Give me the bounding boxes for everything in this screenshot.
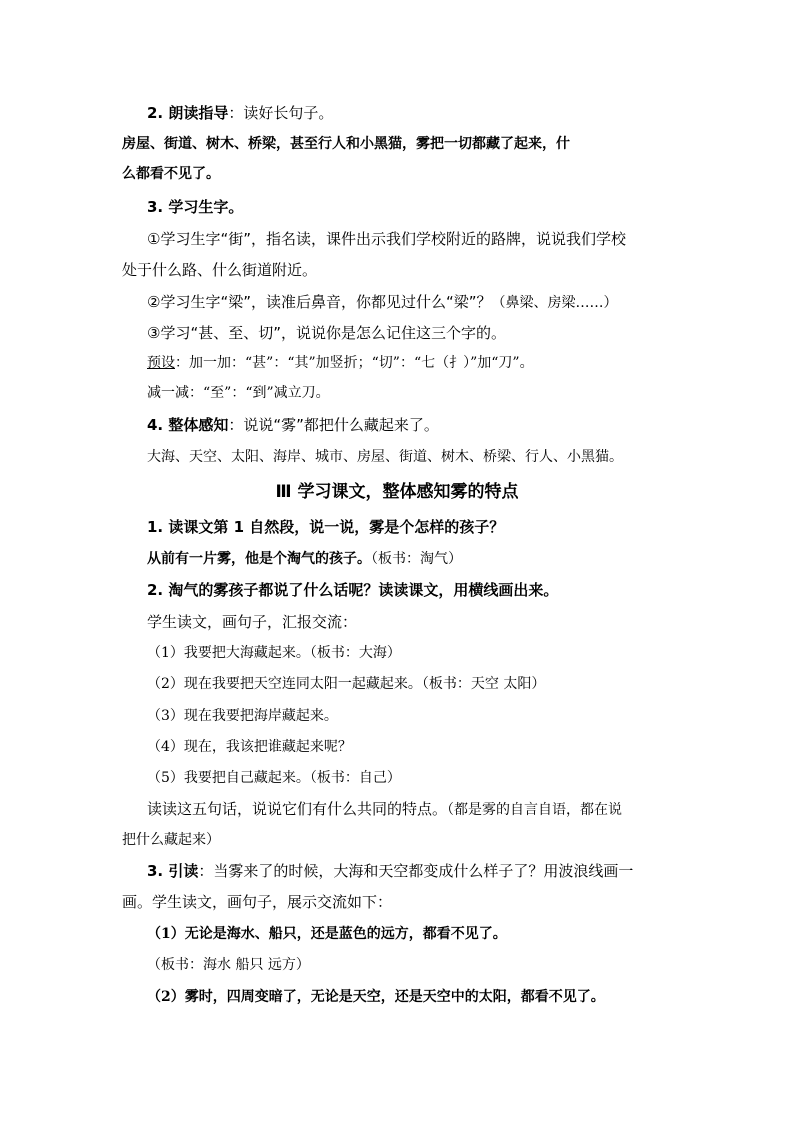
question-3-line2: 画。学生读文，画句子，展示交流如下： (122, 893, 393, 911)
sentence-item-5: （5）我要把自己藏起来。（板书：自己） (147, 770, 401, 786)
question-3-line1: 3. 引读：当雾来了的时候，大海和天空都变成什么样子了？用波浪线画一 (147, 862, 634, 880)
question-1: 1. 读课文第 1 自然段，说一说，雾是个怎样的孩子？ (147, 518, 505, 536)
overall-perception-title: 4. 整体感知：说说“雾”都把什么藏起来了。 (147, 416, 439, 434)
sentence-item-2: （2）现在我要把天空连同太阳一起藏起来。（板书：天空 太阳） (147, 676, 546, 692)
sentence-item-3: （3）现在我要把海岸藏起来。 (147, 708, 338, 724)
sentence-item-4: （4）现在，我该把谁藏起来呢？ (147, 739, 352, 755)
sentence-item-1: （1）我要把大海藏起来。（板书：大海） (147, 645, 401, 661)
answer-1: 从前有一片雾，他是个淘气的孩子。（板书：淘气） (147, 551, 462, 567)
response-2: （2）雾时，四周变暗了，无论是天空，还是天空中的太阳，都看不见了。 (147, 989, 605, 1005)
new-word-item1-line2: 处于什么路、什么街道附近。 (122, 261, 318, 279)
summary-line2: 把什么藏起来） (122, 832, 220, 848)
reading-quote-line2: 么都看不见了。 (122, 166, 220, 182)
new-word-item2: ②学习生字“梁”，读准后鼻音，你都见过什么“梁”？（鼻梁、房梁……） (147, 293, 618, 311)
question-2: 2. 淘气的雾孩子都说了什么话呢？读读课文，用横线画出来。 (147, 581, 559, 599)
overall-perception-answer: 大海、天空、太阳、海岸、城市、房屋、街道、树木、桥梁、行人、小黑猫。 (147, 449, 623, 465)
new-word-item1-line1: ①学习生字“街”，指名读，课件出示我们学校附近的路牌，说说我们学校 (147, 230, 626, 248)
new-words-title: 3. 学习生字。 (147, 198, 244, 216)
summary-line1: 读读这五句话，说说它们有什么共同的特点。（都是雾的自言自语，都在说 (147, 800, 623, 818)
response-1: （1）无论是海水、船只，还是蓝色的远方，都看不见了。 (147, 926, 507, 942)
reading-guide-title: 2. 朗读指导：读好长句子。 (147, 104, 334, 122)
question-2-intro: 学生读文，画句子，汇报交流： (147, 613, 358, 631)
subtract-line: 减一减：“至”：“到”减立刀。 (147, 385, 330, 401)
preset-line: 预设：加一加：“甚”：“其”加竖折；“切”：“七（扌）”加“刀”。 (147, 355, 534, 371)
section-heading: Ⅲ 学习课文，整体感知雾的特点 (275, 482, 519, 502)
reading-quote-line1: 房屋、街道、树木、桥梁，甚至行人和小黑猫，雾把一切都藏了起来，什 (122, 136, 570, 152)
new-word-item3: ③学习“甚、至、切”，说说你是怎么记住这三个字的。 (147, 324, 506, 342)
response-1-note: （板书：海水 船只 远方） (147, 957, 310, 973)
